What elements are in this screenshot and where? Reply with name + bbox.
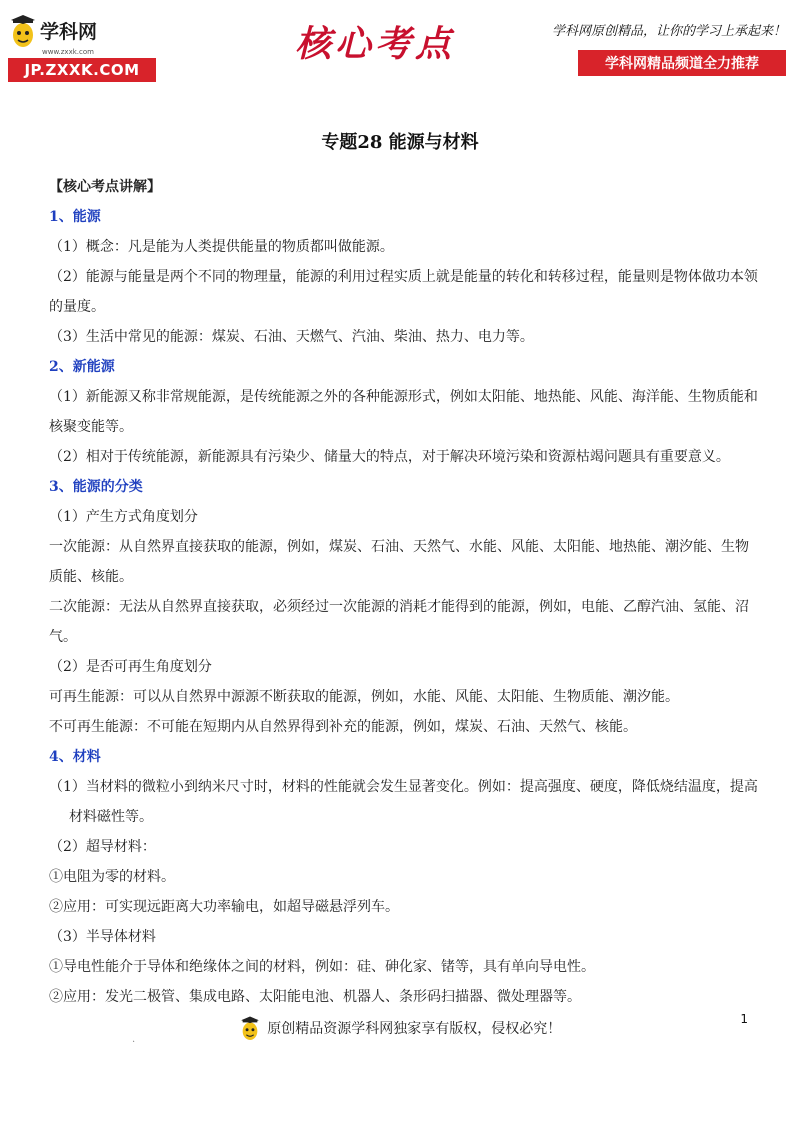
logo-url: www.zxxk.com	[42, 48, 94, 56]
header-slogan: 学科网原创精品，让你的学习上承起来！	[551, 24, 786, 39]
content-paragraph: （2）相对于传统能源，新能源具有污染少、储量大的特点，对于解决环境污染和资源枯竭问题具有重要意义。	[49, 449, 730, 465]
section-label: 【核心考点讲解】	[49, 179, 161, 195]
content-paragraph: （1）当材料的微粒小到纳米尺寸时，材料的性能就会发生显著变化。例如：提高强度、硬度，降低烧结温度，提高材料磁性等。	[49, 779, 758, 825]
content-paragraph: （2）能源与能量是两个不同的物理量，能源的利用过程实质上就是能量的转化和转移过程，能量则是物体做功本领的量度。	[49, 269, 758, 315]
section-heading: 2、新能源	[49, 359, 115, 375]
page-header	[0, 0, 800, 80]
mascot-icon	[8, 15, 38, 49]
document-title: 专题28 能源与材料	[321, 132, 479, 153]
content-paragraph: （2）超导材料：	[49, 839, 156, 855]
section-heading: 4、材料	[49, 749, 101, 765]
content-paragraph: ①电阻为零的材料。	[49, 869, 175, 885]
content-paragraph: ①导电性能介于导体和绝缘体之间的材料，例如：硅、砷化家、锗等，具有单向导电性。	[49, 959, 595, 975]
copyright-notice: 原创精品资源学科网独家享有版权，侵权必究！	[267, 1021, 562, 1037]
content-paragraph: （3）半导体材料	[49, 929, 156, 945]
content-paragraph: ②应用：可实现远距离大功率输电，如超导磁悬浮列车。	[49, 899, 399, 915]
footer-dot: .	[132, 1034, 136, 1045]
zxxk-logo[interactable]	[8, 14, 156, 82]
section-heading: 1、能源	[49, 209, 101, 225]
content-paragraph: （2）是否可再生角度划分	[49, 659, 212, 675]
content-paragraph: ②应用：发光二极管、集成电路、太阳能电池、机器人、条形码扫描器、微处理器等。	[49, 989, 581, 1005]
content-paragraph: （1）产生方式角度划分	[49, 509, 198, 525]
logo-name: 学科网	[40, 21, 98, 43]
content-paragraph: （1）新能源又称非常规能源，是传统能源之外的各种能源形式，例如太阳能、地热能、风能、海洋能、生物质能和核聚变能等。	[49, 389, 758, 435]
header-recommend-bar: 学科网精品频道全力推荐	[578, 50, 786, 76]
content-paragraph: （3）生活中常见的能源：煤炭、石油、天燃气、汽油、柴油、热力、电力等。	[49, 329, 534, 345]
content-paragraph: 可再生能源：可以从自然界中源源不断获取的能源，例如，水能、风能、太阳能、生物质能、潮汐能。	[49, 689, 679, 705]
content-paragraph: 不可再生能源：不可能在短期内从自然界得到补充的能源，例如，煤炭、石油、天然气、核能。	[49, 719, 637, 735]
header-title: 核心考点	[294, 23, 455, 65]
page-footer	[0, 1016, 800, 1042]
mascot-icon	[239, 1016, 261, 1042]
content-paragraph: 一次能源：从自然界直接获取的能源，例如，煤炭、石油、天然气、水能、风能、太阳能、地热能、潮汐能、生物质能、核能。	[49, 539, 749, 585]
document-body	[49, 172, 759, 1012]
section-heading: 3、能源的分类	[49, 479, 143, 495]
page-number: 1	[740, 1012, 748, 1026]
content-lines	[49, 202, 759, 1012]
content-paragraph: （1）概念：凡是能为人类提供能量的物质都叫做能源。	[49, 239, 394, 255]
content-paragraph: 二次能源：无法从自然界直接获取，必须经过一次能源的消耗才能得到的能源，例如，电能、乙醇汽油、氢能、沼气。	[49, 599, 749, 645]
logo-banner: JP.ZXXK.COM	[8, 58, 156, 82]
